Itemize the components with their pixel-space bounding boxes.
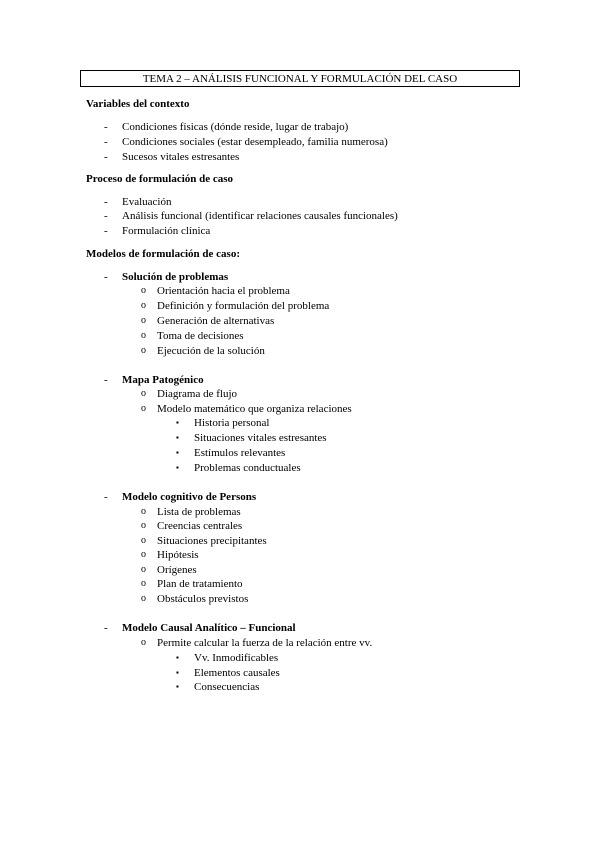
list-item: o Orígenes	[141, 564, 197, 576]
circle-bullet-icon: o	[141, 315, 146, 326]
list-item: o Ejecución de la solución	[141, 345, 265, 357]
square-bullet-icon: ▪	[176, 448, 179, 457]
circle-bullet-icon: o	[141, 300, 146, 311]
list-item: o Permite calcular la fuerza de la relación entre vv.	[141, 637, 373, 649]
dash-marker: -	[104, 374, 108, 386]
list-item: o Orientación hacia el problema	[141, 285, 290, 297]
circle-bullet-icon: o	[141, 506, 146, 517]
dash-marker: -	[104, 210, 108, 222]
list-item: o Definición y formulación del problema	[141, 300, 330, 312]
circle-bullet-icon: o	[141, 285, 146, 296]
circle-bullet-icon: o	[141, 520, 146, 531]
circle-bullet-icon: o	[141, 593, 146, 604]
list-item: ▪ Elementos causales	[176, 667, 280, 679]
list-item: o Toma de decisiones	[141, 330, 244, 342]
dash-marker: -	[104, 491, 108, 503]
model-heading-mapa: - Mapa Patogénico	[104, 374, 204, 386]
list-item: o Modelo matemático que organiza relaciones	[141, 403, 352, 415]
list-item: ▪ Historia personal	[176, 417, 270, 429]
square-bullet-icon: ▪	[176, 433, 179, 442]
list-item: ▪ Vv. Inmodificables	[176, 652, 279, 664]
circle-bullet-icon: o	[141, 578, 146, 589]
model-heading-solucion: - Solución de problemas	[104, 271, 229, 283]
list-item: ▪ Situaciones vitales estresantes	[176, 432, 327, 444]
list-item: ▪ Consecuencias	[176, 681, 260, 693]
list-item: o Hipótesis	[141, 549, 199, 561]
list-item: o Generación de alternativas	[141, 315, 275, 327]
list-item: ▪ Problemas conductuales	[176, 462, 301, 474]
section-heading-variables: Variables del contexto	[86, 98, 190, 110]
list-item: - Condiciones físicas (dónde reside, lugar de trabajo)	[104, 121, 349, 133]
section-heading-proceso: Proceso de formulación de caso	[86, 173, 234, 185]
circle-bullet-icon: o	[141, 388, 146, 399]
dash-marker: -	[104, 121, 108, 133]
list-item: - Sucesos vitales estresantes	[104, 151, 240, 163]
square-bullet-icon: ▪	[176, 418, 179, 427]
square-bullet-icon: ▪	[176, 653, 179, 662]
list-item: o Diagrama de flujo	[141, 388, 238, 400]
circle-bullet-icon: o	[141, 403, 146, 414]
dash-marker: -	[104, 225, 108, 237]
list-item: o Plan de tratamiento	[141, 578, 243, 590]
model-heading-persons: - Modelo cognitivo de Persons	[104, 491, 257, 503]
page-title: TEMA 2 – ANÁLISIS FUNCIONAL Y FORMULACIÓN DEL CASO	[80, 70, 520, 87]
list-item: - Formulación clínica	[104, 225, 211, 237]
model-heading-causal: - Modelo Causal Analítico – Funcional	[104, 622, 296, 634]
dash-marker: -	[104, 622, 108, 634]
list-item: o Creencias centrales	[141, 520, 243, 532]
circle-bullet-icon: o	[141, 549, 146, 560]
dash-marker: -	[104, 151, 108, 163]
list-item: ▪ Estímulos relevantes	[176, 447, 286, 459]
circle-bullet-icon: o	[141, 345, 146, 356]
circle-bullet-icon: o	[141, 564, 146, 575]
list-item: - Análisis funcional (identificar relaciones causales funcionales)	[104, 210, 398, 222]
list-item: o Obstáculos previstos	[141, 593, 249, 605]
circle-bullet-icon: o	[141, 330, 146, 341]
dash-marker: -	[104, 136, 108, 148]
circle-bullet-icon: o	[141, 637, 146, 648]
square-bullet-icon: ▪	[176, 682, 179, 691]
dash-marker: -	[104, 271, 108, 283]
list-item: - Evaluación	[104, 196, 172, 208]
square-bullet-icon: ▪	[176, 668, 179, 677]
square-bullet-icon: ▪	[176, 463, 179, 472]
dash-marker: -	[104, 196, 108, 208]
list-item: - Condiciones sociales (estar desempleado, familia numerosa)	[104, 136, 388, 148]
circle-bullet-icon: o	[141, 535, 146, 546]
list-item: o Lista de problemas	[141, 506, 241, 518]
section-heading-modelos: Modelos de formulación de caso:	[86, 248, 240, 260]
list-item: o Situaciones precipitantes	[141, 535, 267, 547]
